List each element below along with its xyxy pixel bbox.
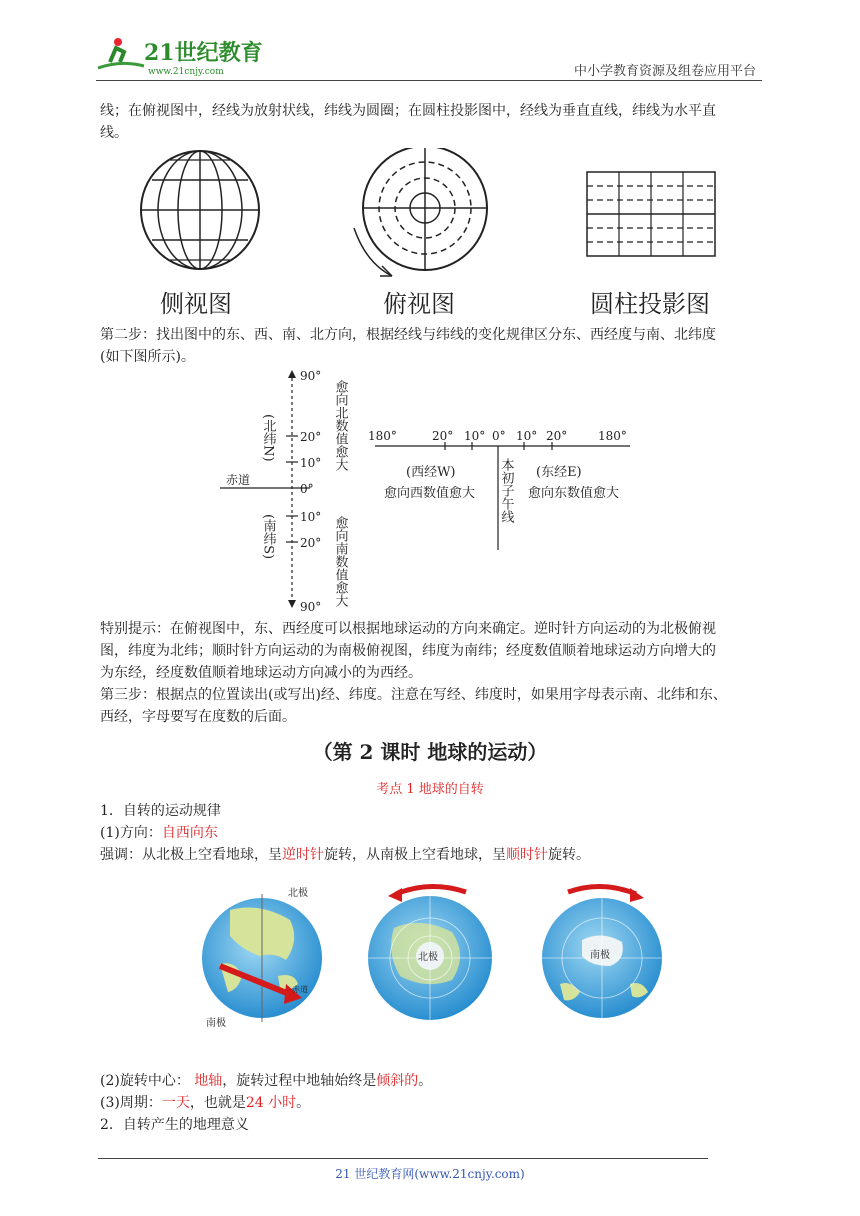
- step3-paragraph: [100, 684, 764, 728]
- logo-url: www.21cnjy.com: [148, 67, 224, 77]
- rotation-direction: (1)方向：自西向东: [100, 825, 218, 841]
- globe1-north-label: 北极: [288, 888, 308, 899]
- globe1-south-label: 南极: [206, 1018, 226, 1029]
- side-view-diagram: [141, 151, 259, 269]
- header-platform-text: 中小学教育资源及组卷应用平台: [573, 64, 756, 79]
- earth-side-globe: [202, 886, 322, 1029]
- tip-paragraph: [100, 618, 764, 684]
- tip-line-1: 特别提示：在俯视图中，东、西经度可以根据地球运动的方向来确定。逆时针方向运动的为北极俯视: [100, 621, 716, 637]
- tip-line-3: 为东经，经度数值顺着地球运动方向减小的为西经。: [100, 665, 422, 681]
- prime-meridian-label: 本初子午线: [498, 458, 514, 523]
- intro-line-2: 线。: [100, 125, 128, 141]
- step2-line-1: 第二步：找出图中的东、西、南、北方向，根据经线与纬线的变化规律区分东、西经度与南、北纬度: [100, 327, 716, 343]
- intro-paragraph: [100, 100, 764, 144]
- south-lat-label: (南纬S): [260, 514, 276, 560]
- west-desc: 愈向西数值愈大: [384, 486, 476, 501]
- section-title: （第 2 课时 地球的运动）: [312, 740, 548, 764]
- rotation-emphasis: 强调：从北极上空看地球，呈逆时针旋转，从南极上空看地球，呈顺时针旋转。: [100, 847, 590, 863]
- site-logo: [92, 32, 262, 78]
- lon-label-0: 0°: [492, 429, 506, 443]
- lon-label-20e: 20°: [546, 429, 568, 443]
- rotation-period: (3)周期：一天，也就是24 小时。: [100, 1095, 311, 1111]
- east-lon-label: (东经E): [536, 465, 582, 480]
- top-view-diagram: [354, 148, 487, 276]
- equator-label: 赤道: [226, 473, 251, 487]
- step3-line-2: 西经，字母要写在度数的后面。: [100, 709, 296, 725]
- lon-label-180e: 180°: [598, 429, 627, 443]
- footer-link[interactable]: 21 世纪教育网(www.21cnjy.com): [335, 1167, 525, 1181]
- lon-label-180w: 180°: [368, 429, 397, 443]
- caption-side-view: 侧视图: [160, 290, 232, 318]
- lon-label-20w: 20°: [432, 429, 454, 443]
- east-desc: 愈向东数值愈大: [528, 486, 620, 501]
- logo-text: 21世纪教育: [144, 40, 262, 66]
- rotation-item-1: 1．自转的运动规律: [100, 803, 221, 819]
- intro-line-1: 线；在俯视图中，经线为放射状线，纬线为圆圈；在圆柱投影图中，经线为垂直直线，纬线为水平直: [100, 103, 716, 119]
- lat-lon-diagram: [220, 366, 640, 616]
- lat-label-10n: 10°: [300, 456, 322, 470]
- globe1-equator-label: 赤道: [292, 985, 308, 994]
- lat-label-20n: 20°: [300, 430, 322, 444]
- lat-label-90n: 90°: [300, 369, 322, 383]
- cylindrical-projection-diagram: [587, 172, 715, 256]
- step2-paragraph: [100, 324, 764, 368]
- globe2-north-label: 北极: [418, 952, 438, 963]
- kaodian-heading: 考点 1 地球的自转: [376, 782, 484, 797]
- lat-label-90s: 90°: [300, 600, 322, 614]
- south-pole-globe: [542, 886, 662, 1018]
- west-lon-label: (西经W): [406, 465, 456, 480]
- caption-top-view: 俯视图: [383, 290, 455, 318]
- lon-label-10e: 10°: [516, 429, 538, 443]
- tip-line-2: 图，纬度为北纬；顺时针方向运动的为南极俯视图，纬度为南纬；经度数值顺着地球运动方向增大的: [100, 643, 716, 659]
- caption-cylinder-view: 圆柱投影图: [590, 290, 710, 318]
- lat-label-20s: 20°: [300, 536, 322, 550]
- footer-divider: [98, 1158, 708, 1159]
- north-pole-globe: [368, 886, 492, 1020]
- globe-images: [190, 880, 680, 1030]
- lon-label-10w: 10°: [464, 429, 486, 443]
- header-divider: [96, 80, 762, 81]
- lat-label-10s: 10°: [300, 510, 322, 524]
- step2-line-2: (如下图所示)。: [100, 349, 195, 365]
- north-desc: 愈向北数值愈大: [332, 380, 348, 471]
- rotation-details: [100, 1070, 764, 1136]
- rotation-center: (2)旋转中心： 地轴，旋转过程中地轴始终是倾斜的。: [100, 1073, 433, 1089]
- rotation-item-2: 2．自转产生的地理意义: [100, 1117, 249, 1133]
- north-lat-label: (北纬N): [260, 414, 276, 462]
- step3-line-1: 第三步：根据点的位置读出(或写出)经、纬度。注意在写经、纬度时，如果用字母表示南、北纬和东、: [100, 687, 727, 703]
- south-desc: 愈向南数值愈大: [332, 516, 348, 607]
- lat-label-0: 0°: [300, 482, 314, 496]
- rotation-rules: [100, 800, 764, 866]
- globe3-south-label: 南极: [590, 950, 610, 961]
